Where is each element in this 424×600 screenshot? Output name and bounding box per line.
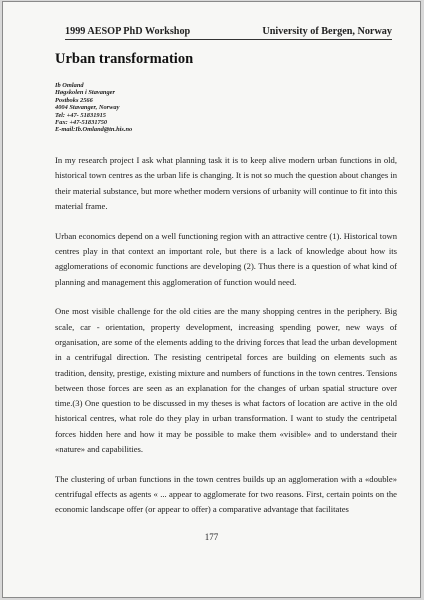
author-tel: Tel: +47- 51831915 bbox=[55, 111, 106, 119]
paper-title: Urban transformation bbox=[55, 51, 194, 67]
page-number: 177 bbox=[204, 532, 219, 542]
author-name: Ib Omland bbox=[55, 82, 84, 89]
paragraph: The clustering of urban functions in the town centres builds up an agglomeration with a «double» centrifugal effects as agents « ... appear to agglomerate for two reasons. First, certain points on the economic landscape offer (or appear to offer) a comparative advantage that facilitates bbox=[55, 473, 397, 515]
body-text bbox=[55, 153, 397, 532]
header-rule bbox=[65, 39, 392, 40]
author-institution: Høgskolen i Stavanger bbox=[55, 89, 116, 97]
running-header bbox=[65, 26, 392, 40]
paper-page bbox=[2, 1, 421, 598]
author-city: 4004 Stavanger, Norway bbox=[55, 104, 120, 112]
header-university: University of Bergen, Norway bbox=[262, 26, 392, 37]
paragraph: In my research project I ask what planning task it is to keep alive modern urban functions in old, historical town centres as the urban life is changing. It is not so much the question about changes in their material substance, but more whether modern versions of urbanity will continue to fit into this material frame. bbox=[55, 155, 398, 211]
paragraph: Urban economics depend on a well functioning region with an attractive centre (1). Historical town centres play in that context an important role, but there is a lack of knowledge about how its agglomerations of economic functions are developing (2). Thus there is a question of what kind of planning and management this agglomeration of function would need. bbox=[55, 230, 397, 287]
paragraph: One most visible challenge for the old cities are the many shopping centres in the periphery. Big scale, car - orientation, property development, increasing spending power, new ways of organisation, are some of the elements adding to the driving forces that lead the urban development in a centrifugal direction. The resisting centripetal forces are building on elements such as tradition, density, prestige, existing mixture and numbers of functions in the town centres. Tensions between those forces are seen as an explanation for the changes of urban spatial structure over time.(3) One question to be discussed in my theses is what factors of location are active in the old historical centres, what role do they play in urban transformation. I want to study the centripetal forces hidden here and how it may be possible to make them «visible» and to understand their «nature» and capabilities. bbox=[55, 306, 397, 455]
author-postbox: Postboks 2566 bbox=[55, 96, 93, 104]
author-block bbox=[55, 82, 132, 134]
author-fax: Fax: +47-51831750 bbox=[55, 119, 108, 127]
author-email: E-mail:Ib.Omland@tn.his.no bbox=[55, 126, 133, 134]
header-workshop: 1999 AESOP PhD Workshop bbox=[65, 26, 191, 37]
